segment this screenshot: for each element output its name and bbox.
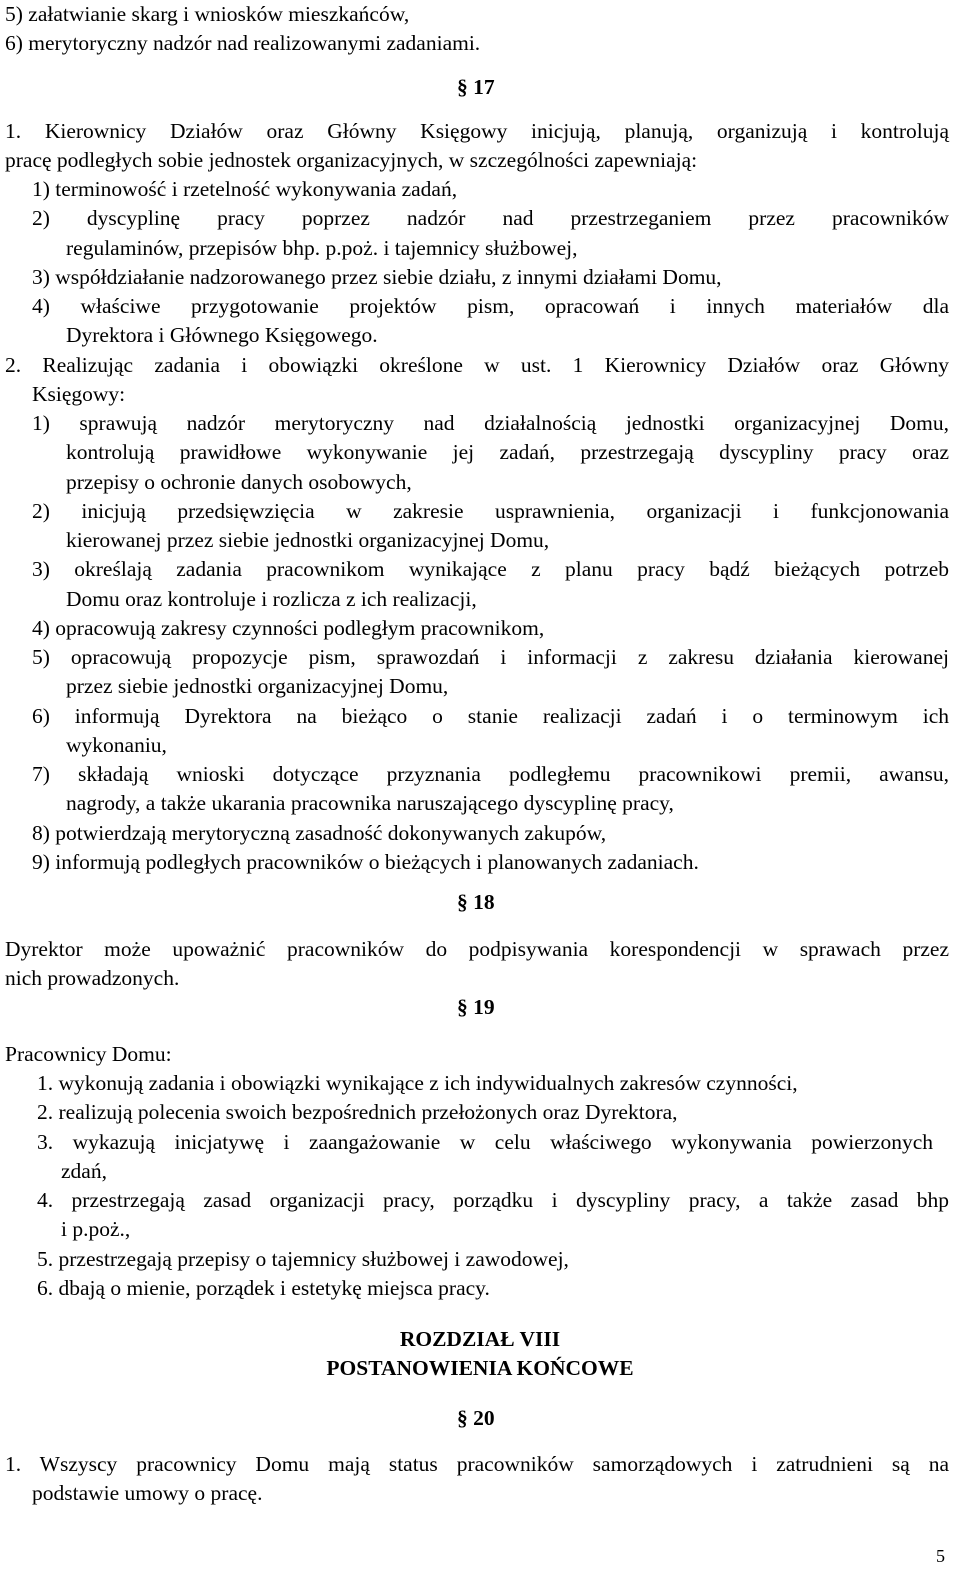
list-item-continuation: kontrolują prawidłowe wykonywanie jej zadań, przestrzegają dyscypliny pracy oraz xyxy=(66,440,949,464)
paragraph-line: Księgowy: xyxy=(32,382,126,406)
list-item-continuation: Domu oraz kontroluje i rozlicza z ich realizacji, xyxy=(66,587,477,611)
list-item-continuation: przez siebie jednostki organizacyjnej Domu, xyxy=(66,674,449,698)
list-item: 1) terminowość i rzetelność wykonywania zadań, xyxy=(32,177,458,201)
list-item-continuation: zdań, xyxy=(61,1159,107,1183)
list-item-continuation: nagrody, a także ukarania pracownika naruszającego dyscyplinę pracy, xyxy=(66,791,674,815)
list-item: 5. przestrzegają przepisy o tajemnicy służbowej i zawodowej, xyxy=(37,1247,569,1271)
section-heading: § 18 xyxy=(457,890,495,914)
chapter-subtitle: POSTANOWIENIA KOŃCOWE xyxy=(326,1356,634,1380)
list-item: 5) opracowują propozycje pism, sprawozdań i informacji z zakresu działania kierowanej xyxy=(32,645,949,669)
list-item: 3) określają zadania pracownikom wynikające z planu pracy bądź bieżących potrzeb xyxy=(32,557,949,581)
paragraph-line: Dyrektor może upoważnić pracowników do podpisywania korespondencji w sprawach przez xyxy=(5,937,949,961)
section-heading: § 19 xyxy=(457,995,495,1019)
paragraph-line: 1. Kierownicy Działów oraz Główny Księgowy inicjują, planują, organizują i kontrolują xyxy=(5,119,949,143)
paragraph-line: 2. Realizując zadania i obowiązki określone w ust. 1 Kierownicy Działów oraz Główny xyxy=(5,353,949,377)
page-number: 5 xyxy=(936,1546,945,1566)
list-item: 4. przestrzegają zasad organizacji pracy, porządku i dyscypliny pracy, a także zasad bhp xyxy=(37,1188,949,1212)
paragraph-line: Pracownicy Domu: xyxy=(5,1042,172,1066)
list-item: 3. wykazują inicjatywę i zaangażowanie w celu właściwego wykonywania powierzonych xyxy=(37,1130,933,1154)
list-item: 3) współdziałanie nadzorowanego przez siebie działu, z innymi działami Domu, xyxy=(32,265,722,289)
list-item: 6. dbają o mienie, porządek i estetykę miejsca pracy. xyxy=(37,1276,490,1300)
chapter-title: ROZDZIAŁ VIII xyxy=(399,1327,561,1351)
list-item: 7) składają wnioski dotyczące przyznania podległemu pracownikowi premii, awansu, xyxy=(32,762,949,786)
list-item: 4) opracowują zakresy czynności podległym pracownikom, xyxy=(32,616,545,640)
list-item-continuation: wykonaniu, xyxy=(66,733,167,757)
list-item-continuation: przepisy o ochronie danych osobowych, xyxy=(66,470,412,494)
paragraph-line: pracę podległych sobie jednostek organizacyjnych, w szczególności zapewniają: xyxy=(5,148,698,172)
list-item: 6) informują Dyrektora na bieżąco o stanie realizacji zadań i o terminowym ich xyxy=(32,704,949,728)
list-item: 9) informują podległych pracowników o bieżących i planowanych zadaniach. xyxy=(32,850,699,874)
list-item: 1) sprawują nadzór merytoryczny nad działalnością jednostki organizacyjnej Domu, xyxy=(32,411,949,435)
list-item: 6) merytoryczny nadzór nad realizowanymi zadaniami. xyxy=(5,31,481,55)
list-item-continuation: i p.poż., xyxy=(61,1217,131,1241)
paragraph-line: 1. Wszyscy pracownicy Domu mają status pracowników samorządowych i zatrudnieni są na xyxy=(5,1452,949,1476)
list-item-continuation: regulaminów, przepisów bhp. p.poż. i tajemnicy służbowej, xyxy=(66,236,578,260)
list-item: 5) załatwianie skarg i wniosków mieszkańców, xyxy=(5,2,410,26)
list-item: 8) potwierdzają merytoryczną zasadność dokonywanych zakupów, xyxy=(32,821,607,845)
list-item-continuation: Dyrektora i Głównego Księgowego. xyxy=(66,323,378,347)
paragraph-line: podstawie umowy o pracę. xyxy=(32,1481,263,1505)
list-item-continuation: kierowanej przez siebie jednostki organizacyjnej Domu, xyxy=(66,528,550,552)
list-item: 2) inicjują przedsięwzięcia w zakresie usprawnienia, organizacji i funkcjonowania xyxy=(32,499,949,523)
section-heading: § 17 xyxy=(457,75,495,99)
list-item: 4) właściwe przygotowanie projektów pism, opracowań i innych materiałów dla xyxy=(32,294,949,318)
section-heading: § 20 xyxy=(457,1406,495,1430)
list-item: 2. realizują polecenia swoich bezpośrednich przełożonych oraz Dyrektora, xyxy=(37,1100,678,1124)
paragraph-line: nich prowadzonych. xyxy=(5,966,180,990)
list-item: 2) dyscyplinę pracy poprzez nadzór nad przestrzeganiem przez pracowników xyxy=(32,206,949,230)
list-item: 1. wykonują zadania i obowiązki wynikające z ich indywidualnych zakresów czynności, xyxy=(37,1071,798,1095)
